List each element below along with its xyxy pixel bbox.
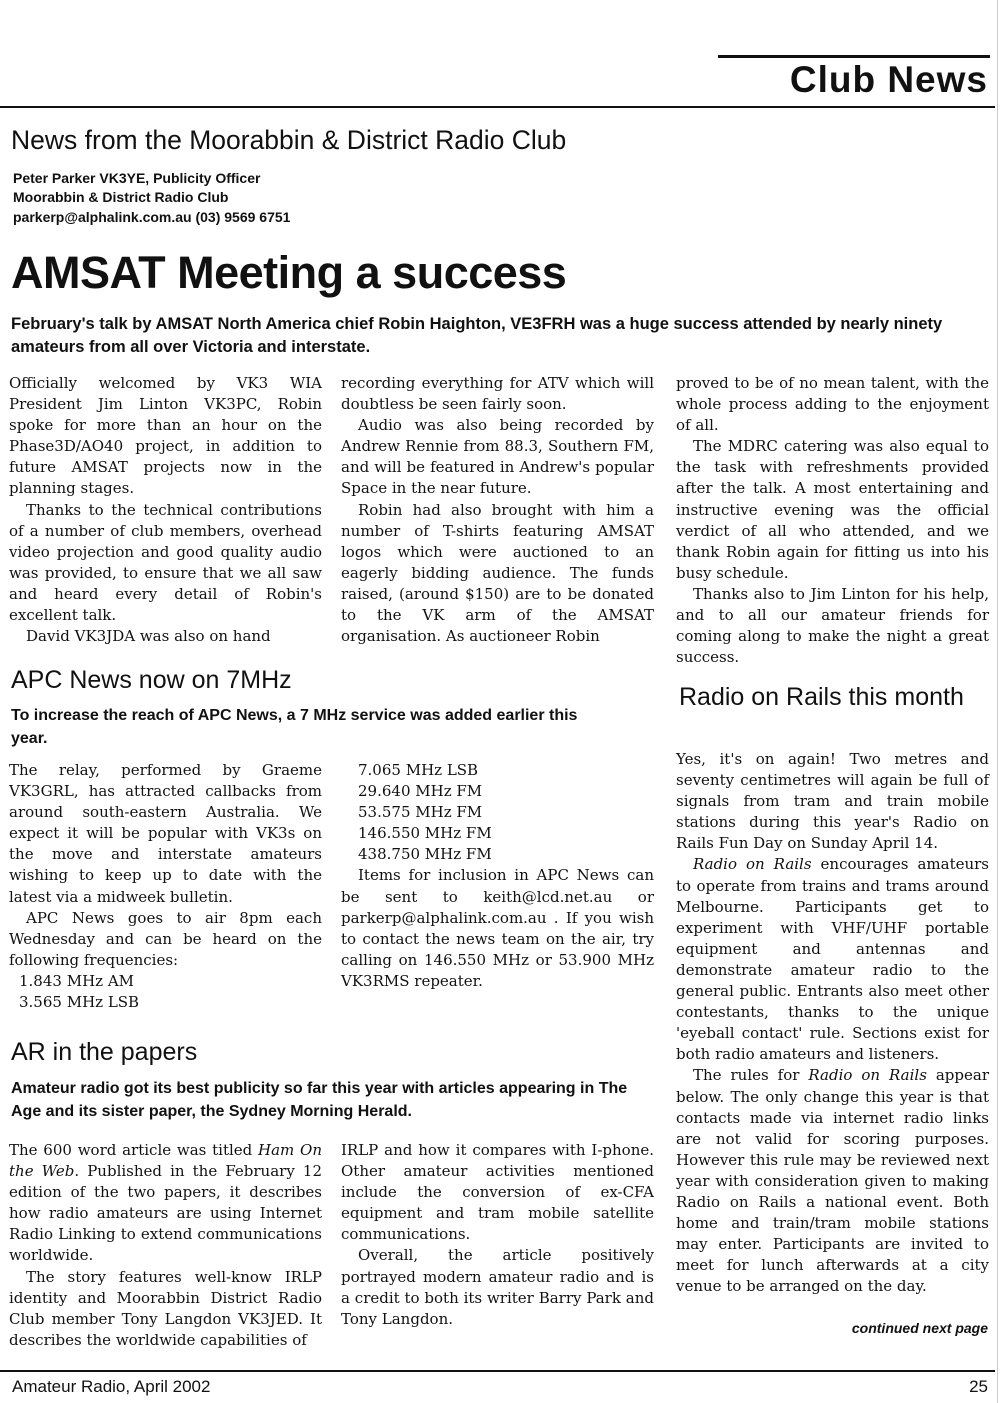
- frequency-item: 146.550 MHz FM: [358, 824, 492, 843]
- footer-rule: [0, 1370, 995, 1372]
- frequency-item: 29.640 MHz FM: [358, 782, 483, 801]
- apc-column-1: [9, 760, 322, 1013]
- section-label: Club News: [789, 59, 988, 100]
- paragraph: IRLP and how it compares with I-phone. Other amateur activities mentioned include the conversion of ex-CFA equipment and tram mobile satellite communications.: [341, 1141, 654, 1244]
- continued-next-page: continued next page: [851, 1320, 988, 1336]
- footer-publication: Amateur Radio, April 2002: [12, 1377, 211, 1396]
- paragraph: The 600 word article was titled Ham On the Web. Published in the February 12 edition of the two papers, it describes how radio amateurs are using Internet Radio Linking to extend communications worldwide.: [9, 1141, 323, 1265]
- paragraph: Thanks also to Jim Linton for his help, and to all our amateur friends for coming along to make the night a great success.: [676, 584, 989, 667]
- header-rule: [0, 106, 995, 108]
- byline-contact: parkerp@alphalink.com.au (03) 9569 6751: [13, 209, 291, 225]
- frequency-item: 53.575 MHz FM: [358, 803, 483, 822]
- paragraph: David VK3JDA was also on hand: [26, 627, 271, 646]
- article-standfirst-apc: To increase the reach of APC News, a 7 MHz service was added earlier this year.: [11, 707, 578, 747]
- amsat-column-2: [341, 373, 654, 647]
- apc-column-2: [341, 760, 654, 992]
- ar-column-1: [9, 1140, 322, 1351]
- frequency-item: 7.065 MHz LSB: [358, 761, 479, 779]
- ar-column-2: [341, 1140, 654, 1330]
- paragraph: Radio on Rails encourages amateurs to operate from trains and trams around Melbourne. Participants get to experiment with VHF/UHF portable equipment and antennas and demonstrate amateur radio to the general public. Entrants also meet other contestants, thanks to the unique 'eyeball contact' rule. Sections exist for both radio amateurs and listeners.: [676, 855, 989, 1064]
- paragraph: The MDRC catering was also equal to the task with refreshments provided after the talk. A most entertaining and instructive evening was the official verdict of all who attended, and we thank Robin again for fitting us into his busy schedule.: [676, 437, 989, 582]
- paragraph: The rules for Radio on Rails appear below. The only change this year is that contacts made via internet radio links are not valid for scoring purposes. However this rule may be reviewed next year with consideration given to making Radio on Rails a national event. Both home and train/tram mobile stations may enter. Participants are invited to meet for lunch afterwards at a city venue to be arranged on the day.: [676, 1066, 989, 1296]
- article-title-ham-on-the-web: Ham On the Web: [9, 1141, 323, 1181]
- paragraph: The relay, performed by Graeme VK3GRL, has attracted callbacks from around south-eastern Australia. We expect it will be popular with VK3s on the move and interstate amateurs wishing to keep up to date with the latest via a midweek bulletin.: [9, 761, 322, 906]
- byline-author: Peter Parker VK3YE, Publicity Officer: [13, 170, 261, 186]
- page-edge-line: [997, 0, 998, 1403]
- ror-column: [676, 749, 989, 1297]
- article-standfirst-amsat: February's talk by AMSAT North America chief Robin Haighton, VE3FRH was a huge success attended by nearly ninety amateurs from all over Victoria and interstate.: [11, 315, 943, 356]
- paragraph: Items for inclusion in APC News can be sent to keith@lcd.net.au or parkerp@alphalink.com.au . If you wish to contact the news team on the air, try calling on 146.550 MHz or 53.900 MHz VK3RMS repeater.: [341, 866, 654, 990]
- article-heading-ar: AR in the papers: [11, 1038, 198, 1066]
- paragraph: Audio was also being recorded by Andrew Rennie from 88.3, Southern FM, and will be featured in Andrew's popular Space in the near future.: [341, 416, 654, 498]
- frequency-item: 438.750 MHz FM: [358, 845, 492, 864]
- amsat-column-3: [676, 373, 989, 668]
- paragraph: Overall, the article positively portrayed modern amateur radio and is a credit to both its writer Barry Park and Tony Langdon.: [341, 1246, 654, 1328]
- paragraph: The story features well-know IRLP identity and Moorabbin District Radio Club member Tony Langdon VK3JED. It describes the worldwide capabilities of: [9, 1267, 322, 1349]
- page-number: 25: [969, 1377, 988, 1396]
- article-heading-apc: APC News now on 7MHz: [11, 666, 292, 694]
- article-heading-ror: Radio on Rails this month: [679, 683, 964, 711]
- club-heading: News from the Moorabbin & District Radio Club: [11, 125, 567, 155]
- byline-club: Moorabbin & District Radio Club: [13, 189, 229, 205]
- amsat-column-1: [9, 373, 322, 647]
- paragraph: Thanks to the technical contributions of a number of club members, overhead video projection and good quality audio was provided, to ensure that we all saw and heard every detail of Robin's excellent talk.: [9, 500, 322, 625]
- paragraph: Officially welcomed by VK3 WIA President Jim Linton VK3PC, Robin spoke for more than an hour on the Phase3D/AO40 project, in addition to future AMSAT projects now in the planning stages.: [9, 374, 322, 498]
- paragraph: proved to be of no mean talent, with the whole process adding to the enjoyment of all.: [676, 374, 989, 435]
- frequency-item: 1.843 MHz AM: [19, 971, 135, 990]
- paragraph: recording everything for ATV which will doubtless be seen fairly soon.: [341, 374, 654, 414]
- paragraph: APC News goes to air 8pm each Wednesday and can be heard on the following frequencies:: [9, 908, 322, 969]
- article-standfirst-ar: Amateur radio got its best publicity so far this year with articles appearing in The Age and its sister paper, the Sydney Morning Herald.: [11, 1080, 628, 1120]
- frequency-item: 3.565 MHz LSB: [19, 993, 140, 1012]
- article-title-amsat: AMSAT Meeting a success: [11, 247, 567, 298]
- paragraph: Robin had also brought with him a number of T-shirts featuring AMSAT logos which were auctioned to an eagerly bidding audience. The funds raised, (around $150) are to be donated to the VK arm of the AMSAT organisation. As auctioneer Robin: [341, 500, 654, 646]
- paragraph: Yes, it's on again! Two metres and seventy centimetres will again be full of signals from tram and train mobile stations during this year's Radio on Rails Fun Day on Sunday April 14.: [676, 750, 989, 853]
